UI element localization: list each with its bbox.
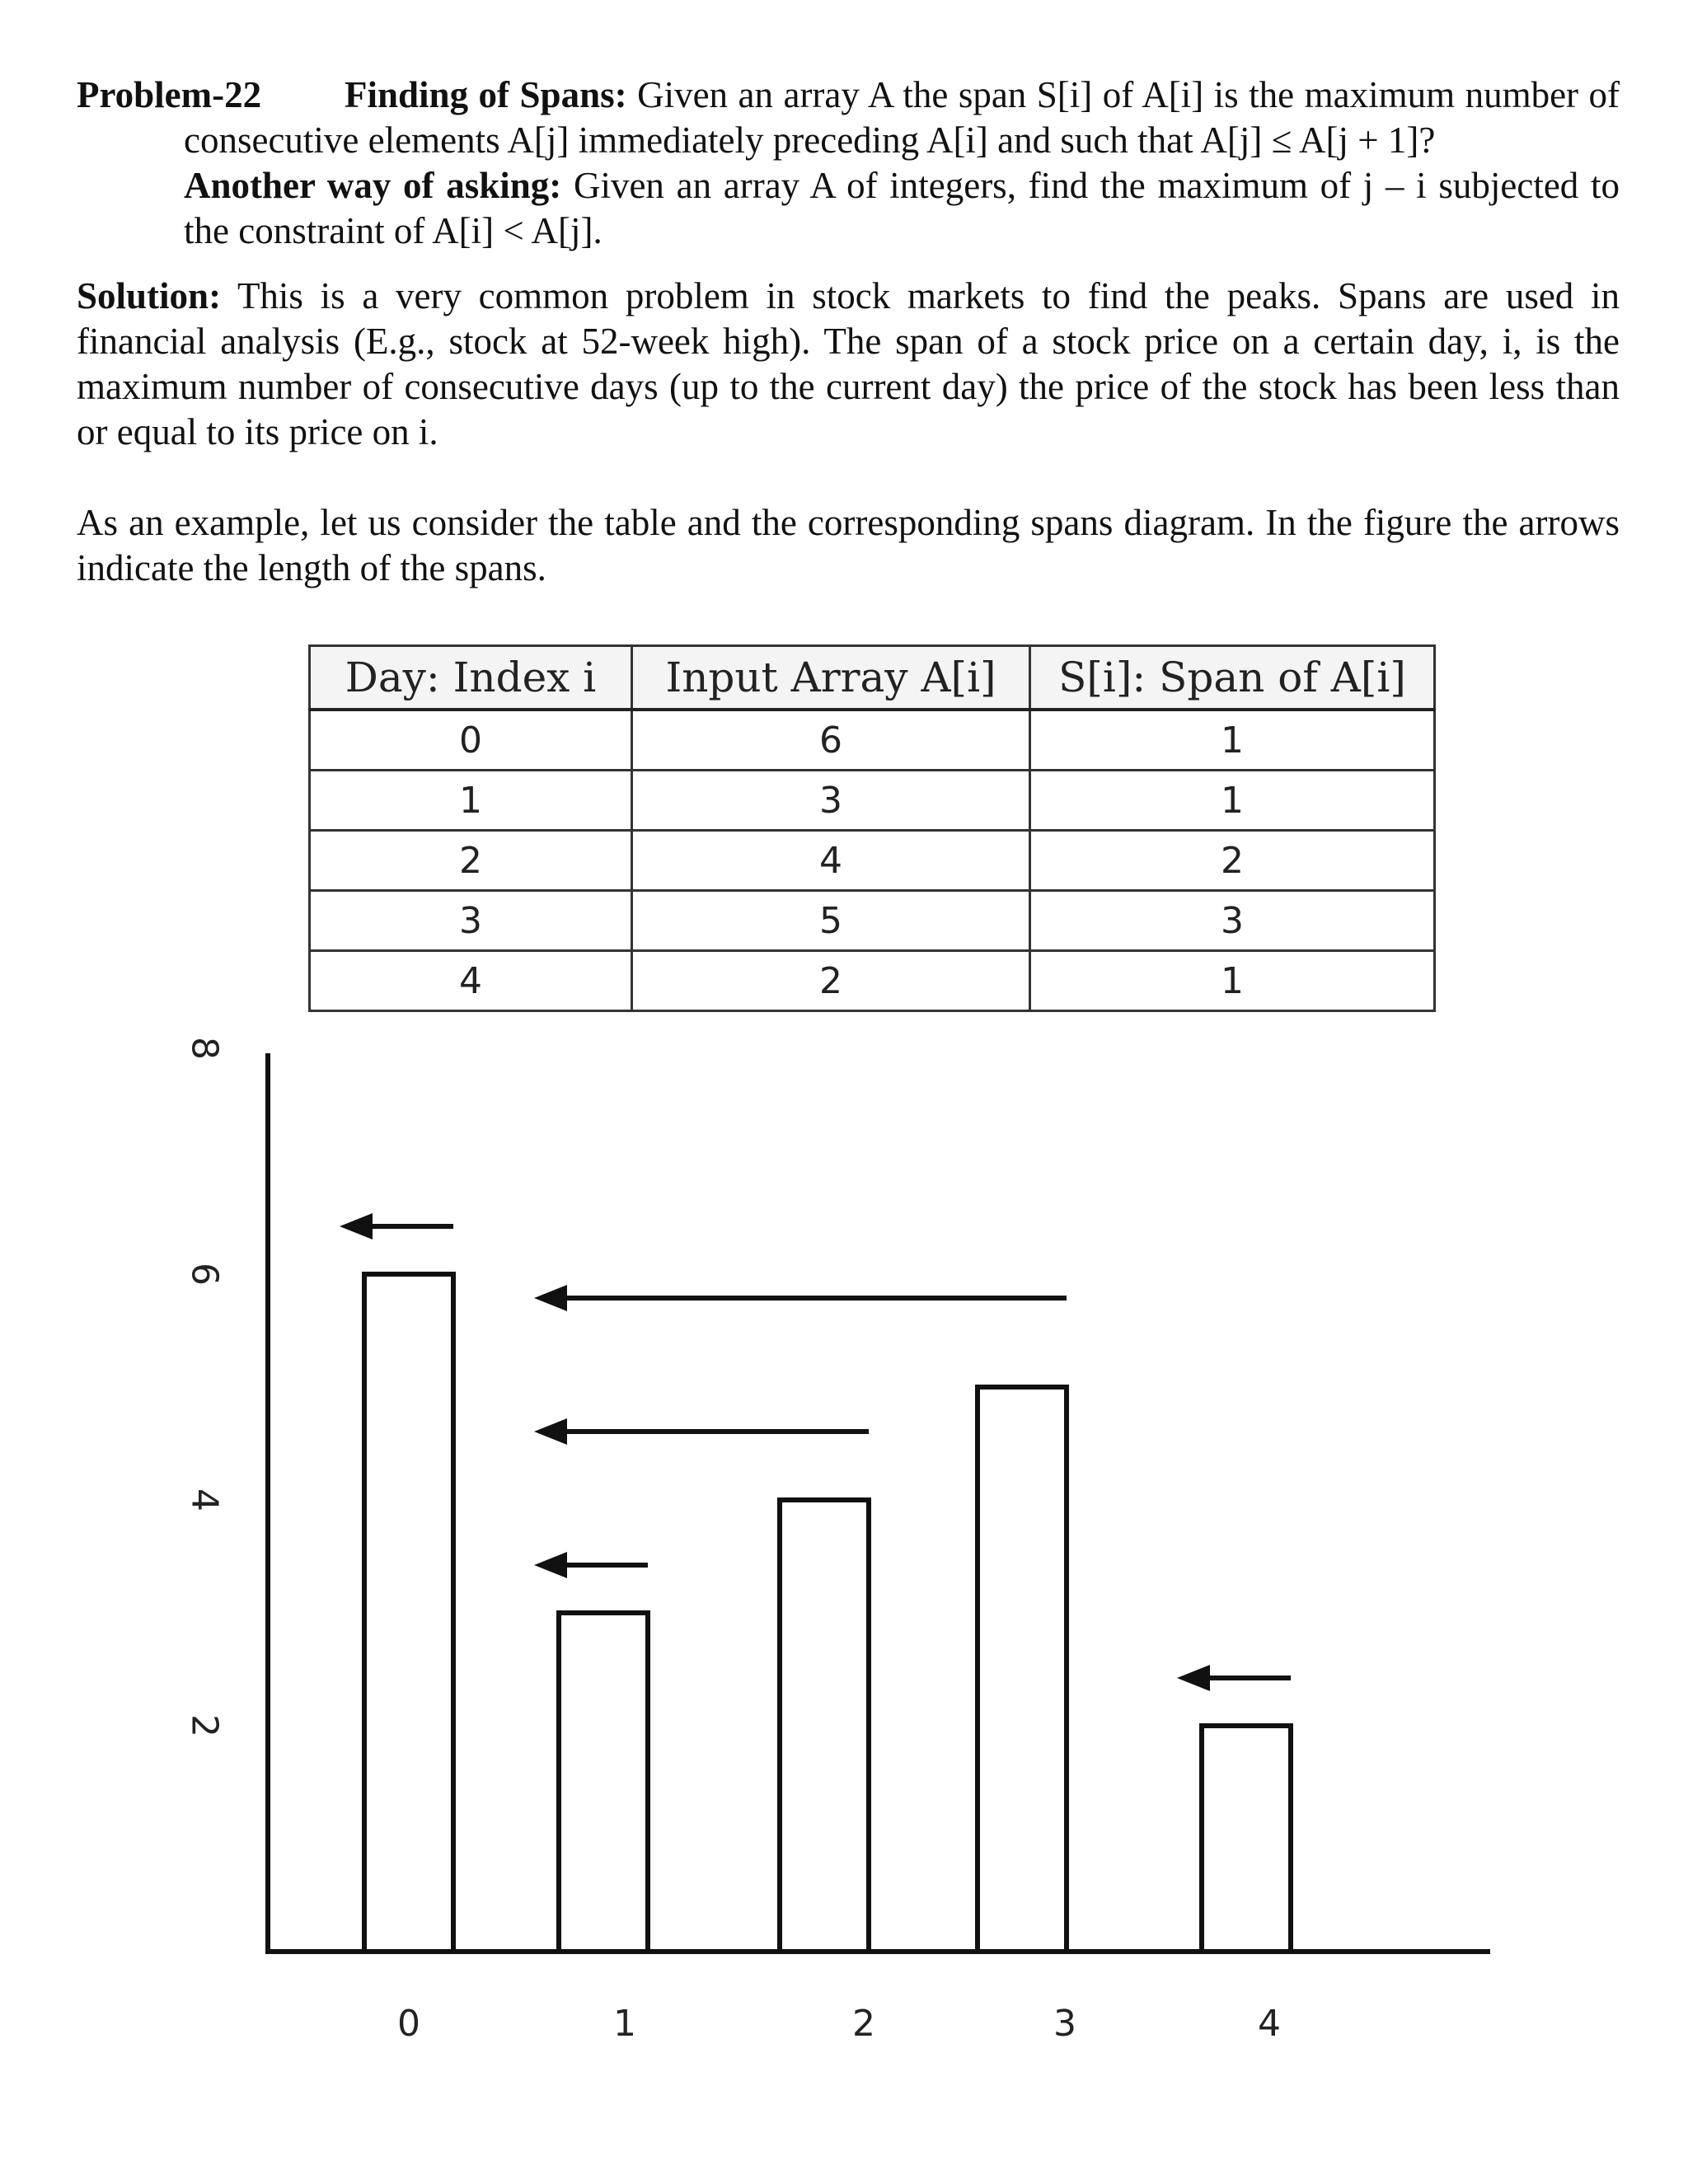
- bar-day-4: [1202, 1726, 1291, 1952]
- y-tick-label: 8: [183, 1037, 226, 1060]
- span-arrow-day-1: [534, 1552, 648, 1578]
- table-cell: 1: [1030, 951, 1435, 1011]
- header-input-array: Input Array A[i]: [632, 646, 1030, 710]
- span-arrow-day-2: [534, 1418, 869, 1445]
- problem-alt-heading: Another way of asking:: [184, 165, 562, 206]
- problem-line1: Given an array A the span S[i] of A[i] is the maximum number of consecutive elements A[j] immediately preceding A[i] and such that A[j] ≤ A[j + 1]?: [184, 74, 1620, 161]
- table-cell: 6: [632, 710, 1030, 771]
- header-day-index: Day: Index i: [310, 646, 632, 710]
- table-cell: 3: [310, 891, 632, 951]
- x-tick-label: 3: [1053, 2003, 1076, 2045]
- table-cell: 2: [1030, 831, 1435, 891]
- table-cell: 4: [632, 831, 1030, 891]
- bar-day-2: [780, 1500, 869, 1952]
- x-tick-label: 1: [613, 2003, 636, 2045]
- problem-line2: Given an array A of integers, find the maximum of j – i subjected to the constraint of A[i] < A[j].: [184, 165, 1620, 251]
- header-span: S[i]: Span of A[i]: [1030, 646, 1435, 710]
- x-tick-label: 4: [1258, 2003, 1281, 2045]
- problem-tag: Problem-22: [77, 74, 262, 115]
- table-cell: 4: [310, 951, 632, 1011]
- y-tick-label: 4: [183, 1488, 226, 1511]
- bar-day-0: [364, 1274, 453, 1952]
- span-arrow-day-3: [534, 1285, 1067, 1311]
- example-paragraph: As an example, let us consider the table and the corresponding spans diagram. In the figure the arrows indicate the length of the spans.: [77, 502, 1620, 588]
- table-cell: 1: [310, 771, 632, 831]
- y-tick-label: 6: [183, 1263, 226, 1286]
- solution-label: Solution:: [77, 275, 222, 316]
- x-tick-label: 0: [397, 2003, 420, 2045]
- span-arrow-day-4: [1177, 1665, 1291, 1691]
- table-cell: 3: [1030, 891, 1435, 951]
- table-cell: 0: [310, 710, 632, 771]
- x-tick-label: 2: [852, 2003, 875, 2045]
- span-arrow-day-0: [340, 1213, 453, 1240]
- table-cell: 1: [1030, 710, 1435, 771]
- problem-heading: Finding of Spans:: [345, 74, 627, 115]
- bar-day-3: [978, 1387, 1067, 1952]
- bar-day-1: [559, 1613, 648, 1952]
- table-cell: 5: [632, 891, 1030, 951]
- table-cell: 3: [632, 771, 1030, 831]
- table-cell: 2: [632, 951, 1030, 1011]
- y-tick-label: 2: [183, 1714, 226, 1737]
- table-cell: 1: [1030, 771, 1435, 831]
- table-cell: 2: [310, 831, 632, 891]
- solution-text: This is a very common problem in stock markets to find the peaks. Spans are used in financial analysis (E.g., stock at 52-week high). The span of a stock price on a certain day, i, is the maximum number of consecutive days (up to the current day) the price of the stock has been less than or equal to its price on i.: [77, 275, 1620, 452]
